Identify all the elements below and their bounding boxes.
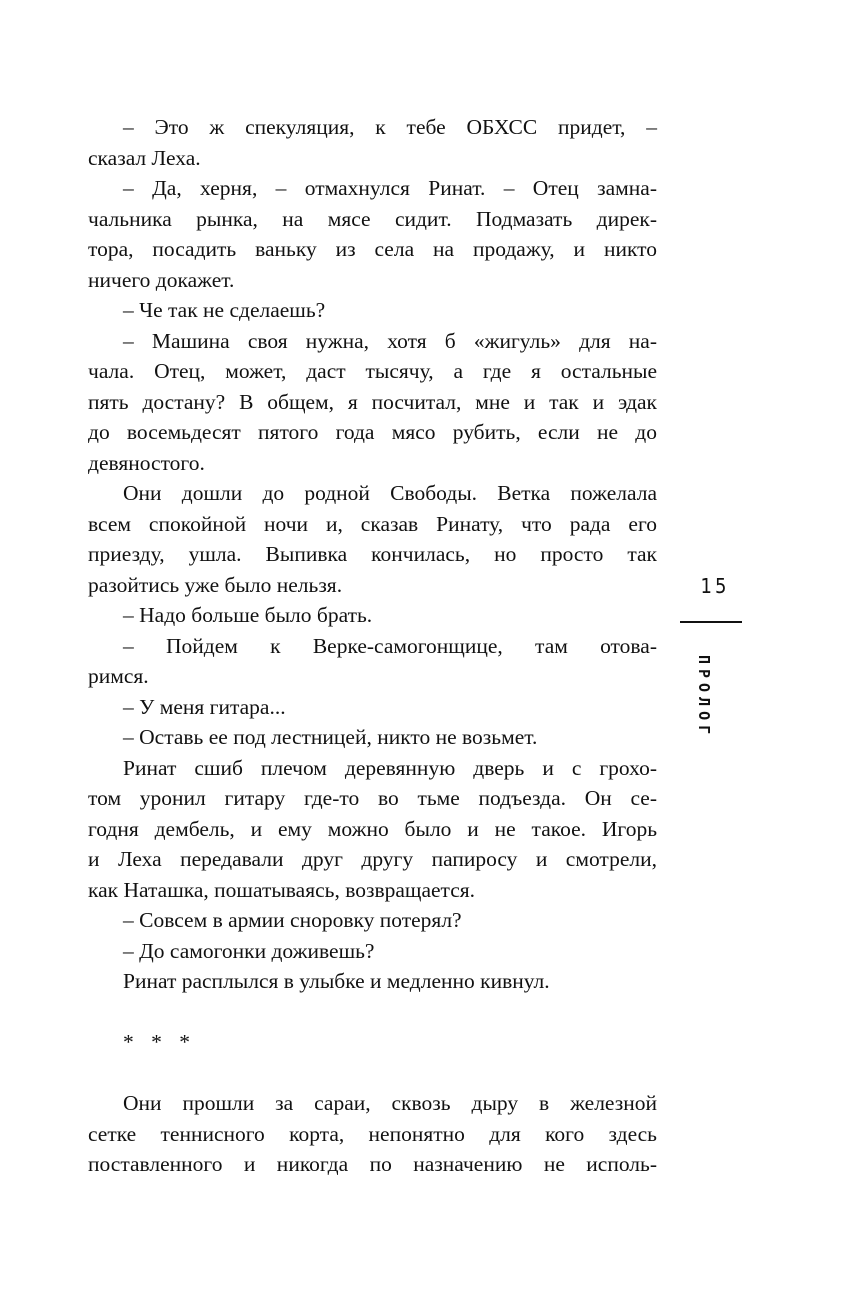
- paragraph: [88, 295, 657, 326]
- page-number: 15: [700, 574, 730, 598]
- paragraph: [88, 112, 657, 173]
- paragraph: [88, 692, 657, 723]
- text-line: – У меня гитара...: [123, 694, 286, 719]
- paragraph: [88, 905, 657, 936]
- text-line: тора, посадить ваньку из села на продажу, и никто: [88, 237, 657, 261]
- text-line: до восемьдесят пятого года мясо рубить, если не до: [88, 420, 657, 444]
- running-head: ПРОЛОГ: [695, 655, 713, 740]
- paragraph: [88, 173, 657, 295]
- paragraph: [88, 722, 657, 753]
- paragraph: [88, 326, 657, 479]
- section-separator: * * *: [123, 1030, 196, 1054]
- text-line: Они прошли за сараи, сквозь дыру в железной: [123, 1091, 657, 1115]
- text-line: – Машина своя нужна, хотя б «жигуль» для на-: [123, 328, 657, 353]
- text-line: – Оставь ее под лестницей, никто не возьмет.: [123, 725, 538, 749]
- text-line: – Че так не сделаешь?: [123, 298, 326, 322]
- paragraph: [88, 936, 657, 967]
- text-line: поставленного и никогда по назначению не исполь-: [88, 1152, 657, 1176]
- text-line: всем спокойной ночи и, сказав Ринату, что рада его: [88, 511, 657, 536]
- text-line: – Пойдем к Верке-самогонщице, там отова-: [123, 633, 657, 658]
- blank-line: [88, 997, 657, 1028]
- blank-line: [88, 1058, 657, 1089]
- text-line: чала. Отец, может, даст тысячу, а где я остальные: [88, 359, 657, 383]
- text-line: – Это ж спекуляция, к тебе ОБХСС придет, –: [123, 115, 657, 139]
- text-line: как Наташка, пошатываясь, возвращается.: [88, 877, 475, 902]
- text-line: сказал Леха.: [88, 145, 201, 170]
- paragraph: [88, 1088, 657, 1180]
- text-line: ничего докажет.: [88, 267, 235, 292]
- body-text: [88, 112, 657, 1180]
- paragraph: [88, 966, 657, 997]
- paragraph: [88, 600, 657, 631]
- paragraph: [88, 631, 657, 692]
- text-line: и Леха передавали друг другу папиросу и смотрели,: [88, 847, 657, 871]
- text-line: чальника рынка, на мясе сидит. Подмазать дирек-: [88, 206, 657, 231]
- paragraph: [88, 478, 657, 600]
- text-line: том уронил гитару где-то во тьме подъезда. Он се-: [88, 786, 657, 810]
- text-line: Ринат расплылся в улыбке и медленно кивнул.: [123, 969, 550, 993]
- text-line: – До самогонки доживешь?: [123, 938, 375, 963]
- text-line: – Надо больше было брать.: [123, 603, 373, 627]
- text-line: – Совсем в армии сноровку потерял?: [123, 908, 462, 932]
- text-line: Ринат сшиб плечом деревянную дверь и с грохо-: [123, 755, 657, 780]
- text-line: годня дембель, и ему можно было и не такое. Игорь: [88, 816, 657, 841]
- text-line: – Да, херня, – отмахнулся Ринат. – Отец замна-: [123, 176, 657, 200]
- text-line: Они дошли до родной Свободы. Ветка пожелала: [123, 481, 657, 505]
- text-line: сетке теннисного корта, непонятно для кого здесь: [88, 1121, 657, 1146]
- paragraph: [88, 753, 657, 906]
- text-line: девяностого.: [88, 450, 205, 475]
- divider: [680, 621, 742, 623]
- text-line: разойтись уже было нельзя.: [88, 572, 343, 597]
- text-line: пять достану? В общем, я посчитал, мне и так и эдак: [88, 389, 657, 414]
- text-line: приезду, ушла. Выпивка кончилась, но просто так: [88, 542, 657, 566]
- text-line: римся.: [88, 664, 149, 688]
